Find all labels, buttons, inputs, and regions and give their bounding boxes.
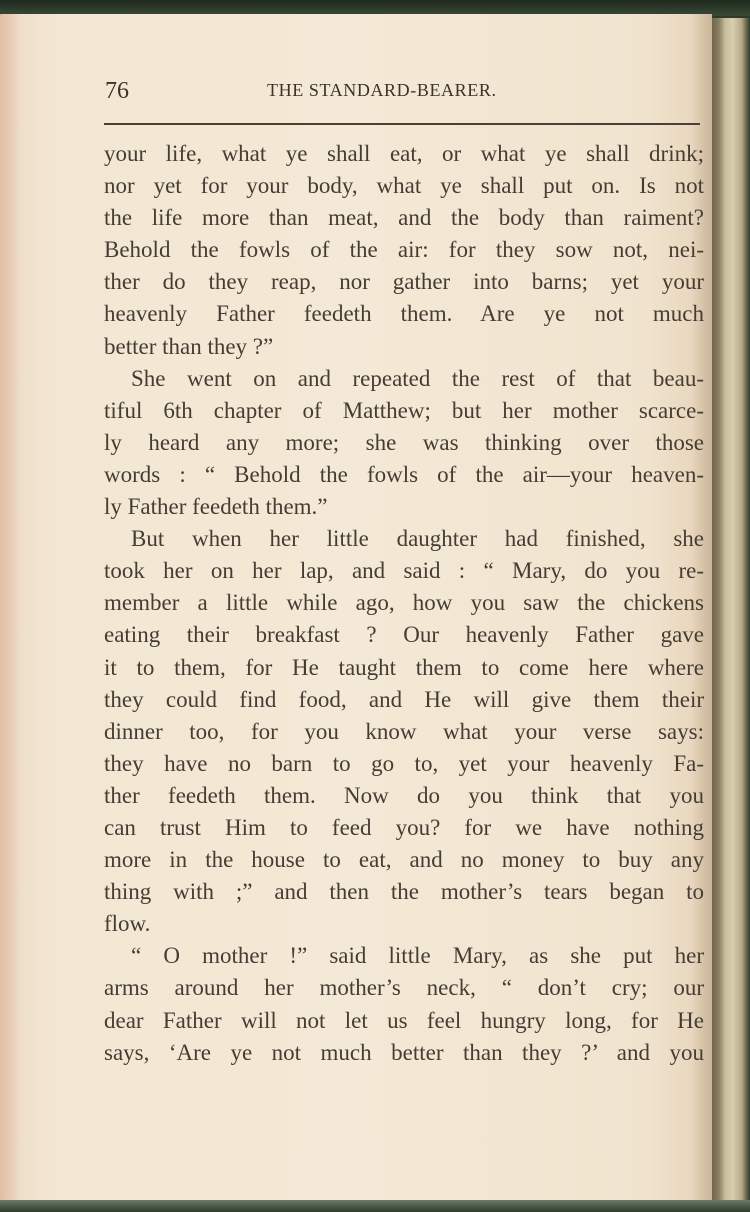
text-line: member a little while ago, how you saw the chickens — [104, 590, 704, 616]
text-line: But when her little daughter had finished, she — [131, 526, 704, 552]
page-header — [105, 78, 700, 108]
text-line: ly heard any more; she was thinking over those — [104, 429, 704, 455]
text-line: dinner too, for you know what your verse says: — [104, 718, 704, 744]
book-bottom-edge — [0, 1200, 750, 1212]
header-rule — [104, 123, 700, 125]
text-line: eating their breakfast ? Our heavenly Father gave — [104, 622, 704, 648]
text-line: flow. — [104, 911, 151, 937]
text-line: ther do they reap, nor gather into barns; yet your — [104, 269, 704, 295]
text-line: it to them, for He taught them to come here where — [104, 654, 704, 680]
text-line: Behold the fowls of the air: for they sow not, nei- — [104, 237, 704, 263]
text-line: the life more than meat, and the body than raiment? — [104, 205, 704, 231]
text-line: your life, what ye shall eat, or what ye shall drink; — [104, 141, 704, 166]
text-line: better than they ?” — [104, 333, 274, 359]
running-title: THE STANDARD-BEARER. — [267, 80, 497, 100]
text-line: says, ‘Are ye not much better than they ?’ and you — [104, 1039, 704, 1065]
text-line: tiful 6th chapter of Matthew; but her mother scarce- — [104, 397, 704, 423]
text-line: nor yet for your body, what ye shall put on. Is not — [104, 173, 704, 199]
text-line: thing with ;” and then the mother’s tears began to — [104, 879, 704, 905]
text-line: ther feedeth them. Now do you think that you — [104, 782, 704, 808]
text-line: can trust Him to feed you? for we have nothing — [104, 814, 704, 840]
text-line: words : “ Behold the fowls of the air—your heaven- — [104, 461, 704, 487]
text-line: heavenly Father feedeth them. Are ye not much — [104, 301, 704, 327]
text-line: She went on and repeated the rest of that beau- — [131, 365, 704, 391]
text-line: “ O mother !” said little Mary, as she put her — [131, 943, 704, 969]
text-line: ly Father feedeth them.” — [104, 494, 328, 520]
text-line: took her on her lap, and said : “ Mary, do you re- — [104, 558, 704, 584]
text-line: they have no barn to go to, yet your heavenly Fa- — [104, 750, 704, 776]
text-line: arms around her mother’s neck, “ don’t cry; our — [104, 975, 704, 1001]
text-line: they could find food, and He will give them their — [104, 686, 704, 712]
page-number: 76 — [105, 78, 129, 104]
body-text — [104, 138, 704, 1069]
text-line: dear Father will not let us feel hungry long, for He — [104, 1007, 704, 1033]
book-gutter — [712, 18, 750, 1204]
text-line: more in the house to eat, and no money to buy any — [104, 847, 704, 873]
